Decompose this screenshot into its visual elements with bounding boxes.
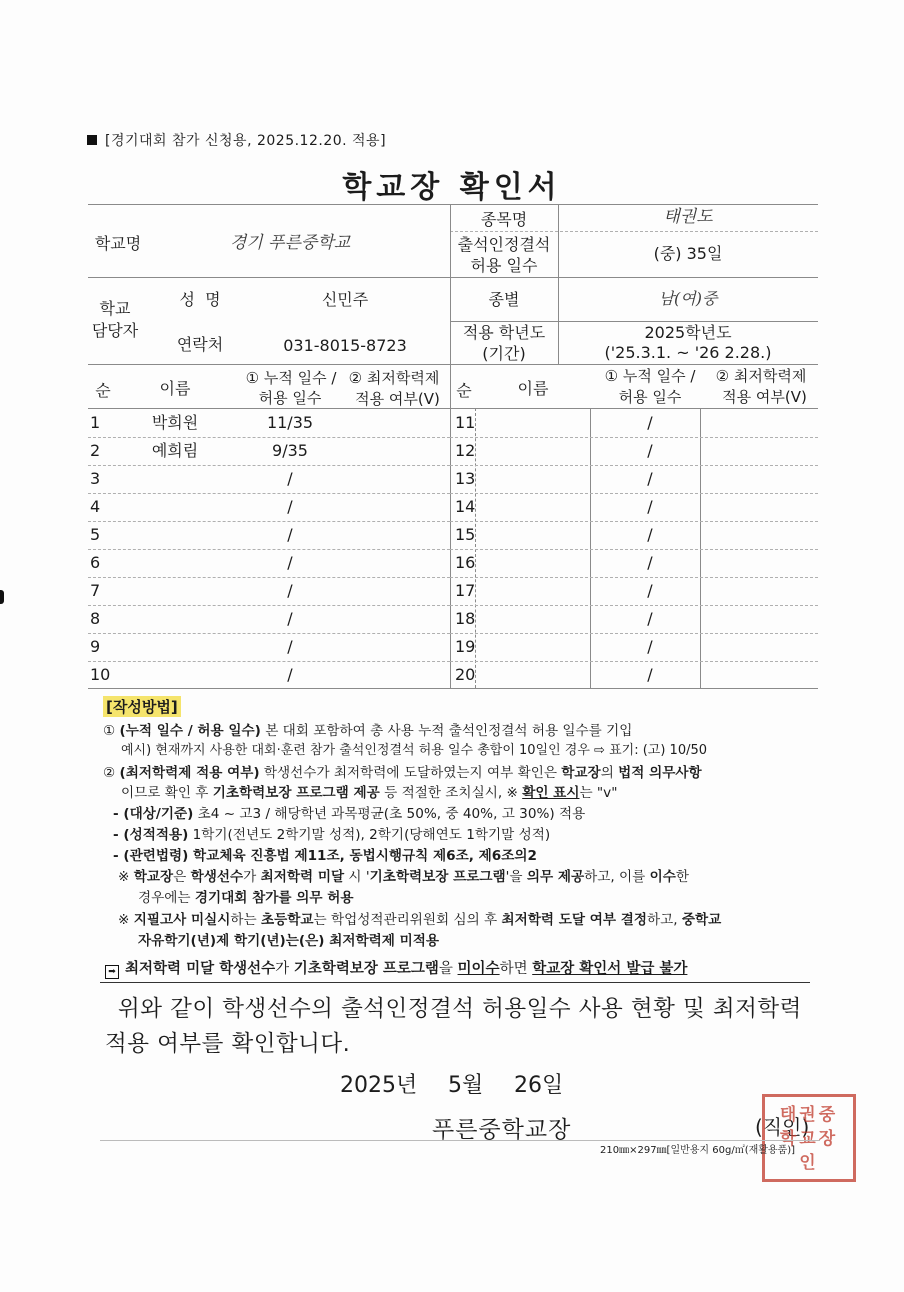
table-center-divider (450, 364, 451, 688)
document-title: 학교장 확인서 (342, 170, 562, 205)
col-name-right: 이름 (517, 379, 549, 398)
principal-name: 푸른중학교장 (432, 1117, 572, 1143)
table-row-divider (88, 521, 450, 522)
d1-text: 초4 ~ 고3 / 해당학년 과목평균(초 50%, 중 40%, 고 30%) 적용 (193, 806, 586, 822)
n2-g: 하고, (647, 912, 682, 928)
instruction-1-example: 예시) 현재까지 사용한 대회·훈련 참가 출석인정결석 허용 일수 총합이 10일인 경우 ⇨ 표기: (고) 10/50 (121, 743, 708, 758)
person-name-label: 성 명 (179, 290, 221, 309)
table-cell-no: 5 (90, 525, 101, 544)
warn-a: 최저학력 미달 (125, 961, 220, 977)
n2-b: 지필고사 미실시 (133, 912, 231, 928)
n1-c: 은 (173, 869, 191, 885)
table-row-divider (88, 493, 450, 494)
table-cell-days: / (287, 525, 293, 544)
inst2c-a: 이므로 확인 후 (121, 785, 213, 801)
table-row-divider (88, 605, 450, 606)
table-cell-no: 1 (90, 413, 101, 432)
warning-line (105, 960, 687, 979)
table-row-divider (450, 549, 818, 550)
paper-spec: 210㎜×297㎜[일반용지 60g/㎡(재활용품)] (600, 1145, 796, 1156)
gender-label: 종별 (488, 290, 520, 309)
table-cell-days: 9/35 (272, 441, 308, 460)
inst2c-c: 는 "v" (579, 785, 618, 801)
table-name-divider-right (590, 408, 591, 688)
detail-target (113, 805, 585, 823)
note-2 (118, 911, 721, 929)
info-line-event (450, 231, 818, 232)
form-usage-note (87, 130, 386, 150)
table-cell-no: 2 (90, 441, 101, 460)
gender-value: 남(여)중 (658, 289, 718, 308)
table-cell-name: 박희원 (151, 413, 199, 432)
table-cell-no: 16 (455, 553, 476, 572)
contact-label: 연락처 (176, 335, 224, 354)
inst2-bold2: 학교장 (561, 765, 601, 781)
n2c-b: 는(은) 최저학력제 미적용 (285, 933, 439, 949)
inst2c-bold2: 확인 표시 (522, 785, 580, 801)
n1-f: 최저학력 미달 (260, 869, 345, 885)
warn-g: 하면 (499, 961, 533, 977)
table-header-line (88, 408, 818, 409)
n1c-b: 경기대회 참가를 의무 허용 (194, 890, 354, 906)
warn-d: 기초학력보장 프로그램 (293, 961, 439, 977)
col-no-right: 순 (456, 381, 472, 400)
table-cell-no: 7 (90, 581, 101, 600)
conclusion-line-1: 위와 같이 학생선수의 출석인정결석 허용일수 사용 현황 및 최저학력 (118, 996, 802, 1022)
form-usage-note-text: [경기대회 참가 신청용, 2025.12.20. 적용] (105, 133, 387, 149)
table-cell-no: 9 (90, 637, 101, 656)
table-cell-no: 17 (455, 581, 476, 600)
official-seal (762, 1094, 856, 1182)
n1c-a: 경우에는 (138, 890, 195, 906)
table-cell-no: 8 (90, 609, 101, 628)
manager-label-2: 담당자 (91, 321, 139, 340)
table-cell-days: / (647, 441, 653, 460)
num-1: ① (103, 723, 116, 739)
event-value: 태권도 (663, 207, 713, 227)
table-cell-days: / (287, 609, 293, 628)
table-cell-no: 19 (455, 637, 476, 656)
n1-m: 한 (675, 869, 690, 885)
table-cell-no: 4 (90, 497, 101, 516)
year-label-2: (기간) (482, 344, 526, 363)
n1-j: 의무 제공 (526, 869, 585, 885)
binding-hole-mark (0, 590, 4, 604)
info-line-bottom (88, 364, 818, 365)
inst2c-bold: 기초학력보장 프로그램 제공 (212, 785, 380, 801)
col-min-left-2: 적용 여부(V) (355, 390, 440, 408)
table-cell-no: 15 (455, 525, 476, 544)
table-cell-days: / (647, 609, 653, 628)
table-cell-days: / (647, 637, 653, 656)
inst2-bold3: 법적 의무사항 (618, 765, 702, 781)
warn-h: 학교장 확인서 발급 불가 (532, 961, 688, 977)
table-row-divider (88, 577, 450, 578)
seal-stamp-text: 태권중학교장인 (779, 1105, 839, 1173)
detail-law (113, 847, 537, 865)
table-cell-name: 예희림 (151, 441, 199, 460)
table-row-divider (88, 549, 450, 550)
inst2c-b: 등 적절한 조치실시, ※ (379, 785, 523, 801)
n1-g: 시 ' (344, 869, 370, 885)
inst2-text2: 의 (600, 765, 619, 781)
table-row-divider (450, 661, 818, 662)
table-cell-days: / (287, 581, 293, 600)
table-cell-days: / (287, 553, 293, 572)
n1-l: 이수 (649, 869, 676, 885)
col-days-left-1: ① 누적 일수 / (245, 369, 337, 387)
n1-e: 가 (243, 869, 261, 885)
detail-grades (113, 826, 550, 844)
col-days-right-1: ① 누적 일수 / (604, 367, 696, 385)
instruction-2-cont (121, 784, 617, 802)
info-line-mid1 (88, 277, 818, 278)
table-cell-no: 20 (455, 665, 476, 684)
table-cell-days: 11/35 (266, 413, 314, 432)
table-row-divider (450, 577, 818, 578)
year-value-1: 2025학년도 (644, 323, 732, 342)
table-cell-no: 3 (90, 469, 101, 488)
table-cell-days: / (287, 497, 293, 516)
table-cell-no: 10 (90, 665, 111, 684)
col-days-left-2: 허용 일수 (258, 389, 322, 407)
school-name-value: 경기 푸른중학교 (229, 233, 351, 253)
col-min-left-1: ② 최저학력제 (348, 369, 440, 387)
table-cell-no: 6 (90, 553, 101, 572)
d2-text: 1학기(전년도 2학기말 성적), 2학기(당해연도 1학기말 성적) (188, 827, 551, 843)
info-line-top (88, 204, 818, 205)
num-2: ② (103, 765, 116, 781)
manager-label-1: 학교 (99, 299, 131, 318)
date-day: 26일 (514, 1073, 564, 1098)
allowance-value: (중) 35일 (653, 244, 723, 263)
table-cell-days: / (647, 665, 653, 684)
table-cell-days: / (647, 497, 653, 516)
table-cell-no: 18 (455, 609, 476, 628)
table-row-divider (450, 465, 818, 466)
year-label-1: 적용 학년도 (462, 323, 546, 342)
date-month: 5월 (448, 1073, 484, 1098)
table-cell-no: 11 (455, 413, 476, 432)
col-days-right-2: 허용 일수 (618, 388, 682, 406)
conclusion-line-2: 적용 여부를 확인합니다. (105, 1031, 351, 1057)
n1-a: ※ (118, 869, 134, 885)
table-bottom-line (88, 688, 818, 689)
allowance-label-2: 허용 일수 (470, 256, 538, 275)
table-row-divider (450, 605, 818, 606)
table-row-divider (450, 521, 818, 522)
col-name-left: 이름 (159, 379, 191, 398)
note-1 (118, 868, 689, 886)
table-cell-days: / (647, 413, 653, 432)
table-cell-days: / (647, 525, 653, 544)
col-min-right-1: ② 최저학력제 (715, 367, 807, 385)
table-row-divider (450, 633, 818, 634)
arrow-box-icon: ➡ (105, 965, 119, 979)
event-label: 종목명 (480, 210, 528, 229)
table-cell-no: 12 (455, 441, 476, 460)
seal-label: (직인) (755, 1115, 810, 1139)
n2c-a: 자유학기(년)제 학기(년) (138, 933, 286, 949)
warn-b: 학생선수 (219, 961, 276, 977)
inst1-bold: (누적 일수 / 허용 일수) (119, 723, 261, 739)
year-value-2: ('25.3.1. ~ '26 2.28.) (604, 343, 772, 362)
table-row-divider (88, 661, 450, 662)
n2-f: 최저학력 도달 여부 결정 (501, 912, 648, 928)
table-cell-days: / (287, 637, 293, 656)
col-no-left: 순 (95, 381, 111, 400)
n1-d: 학생선수 (190, 869, 244, 885)
table-cell-days: / (647, 581, 653, 600)
inst2-bold: (최저학력제 적용 여부) (119, 765, 260, 781)
n1-h: 기초학력보장 프로그램 (369, 869, 506, 885)
table-row-divider (88, 633, 450, 634)
warn-f: 미이수 (457, 961, 500, 977)
d3-text: 학교체육 진흥법 제11조, 동법시행규칙 제6조, 제6조의2 (188, 848, 537, 864)
table-cell-days: / (287, 469, 293, 488)
school-name-label: 학교명 (94, 234, 142, 253)
table-cell-no: 13 (455, 469, 476, 488)
table-cell-days: / (287, 665, 293, 684)
n2-d: 초등학교 (260, 912, 314, 928)
table-cell-days: / (647, 553, 653, 572)
note-2-cont (138, 932, 439, 950)
inst1-text: 본 대회 포함하여 총 사용 누적 출석인정결석 허용 일수를 기입 (260, 723, 633, 739)
table-cell-days: / (647, 469, 653, 488)
table-row-divider (88, 465, 450, 466)
n1-b: 학교장 (133, 869, 174, 885)
col-min-right-2: 적용 여부(V) (722, 388, 807, 406)
square-bullet-icon (87, 135, 97, 145)
warning-underline (100, 982, 810, 983)
table-row-divider (450, 493, 818, 494)
instruction-1 (103, 722, 632, 740)
instructions-heading: [작성방법] (103, 696, 181, 717)
n2-h: 중학교 (681, 912, 722, 928)
n2-a: ※ (118, 912, 134, 928)
d2-bold: - (성적적용) (113, 827, 189, 843)
warn-e: 을 (438, 961, 458, 977)
table-row-divider (88, 437, 450, 438)
d3-bold: - (관련법령) (113, 848, 189, 864)
person-name-value: 신민주 (321, 290, 369, 309)
instruction-2 (103, 764, 702, 782)
note-1-cont (138, 889, 354, 907)
inst2-text: 학생선수가 최저학력에 도달하였는지 여부 확인은 (259, 765, 562, 781)
n1-i: '을 (505, 869, 527, 885)
n1-k: 하고, 이를 (584, 869, 650, 885)
d1-bold: - (대상/기준) (113, 806, 194, 822)
date-year: 2025년 (340, 1073, 418, 1098)
table-row-divider (450, 437, 818, 438)
contact-value: 031-8015-8723 (283, 336, 407, 355)
n2-c: 하는 (230, 912, 261, 928)
n2-e: 는 학업성적관리위원회 심의 후 (313, 912, 502, 928)
warn-c: 가 (275, 961, 294, 977)
allowance-label-1: 출석인정결석 (457, 235, 551, 254)
table-cell-no: 14 (455, 497, 476, 516)
